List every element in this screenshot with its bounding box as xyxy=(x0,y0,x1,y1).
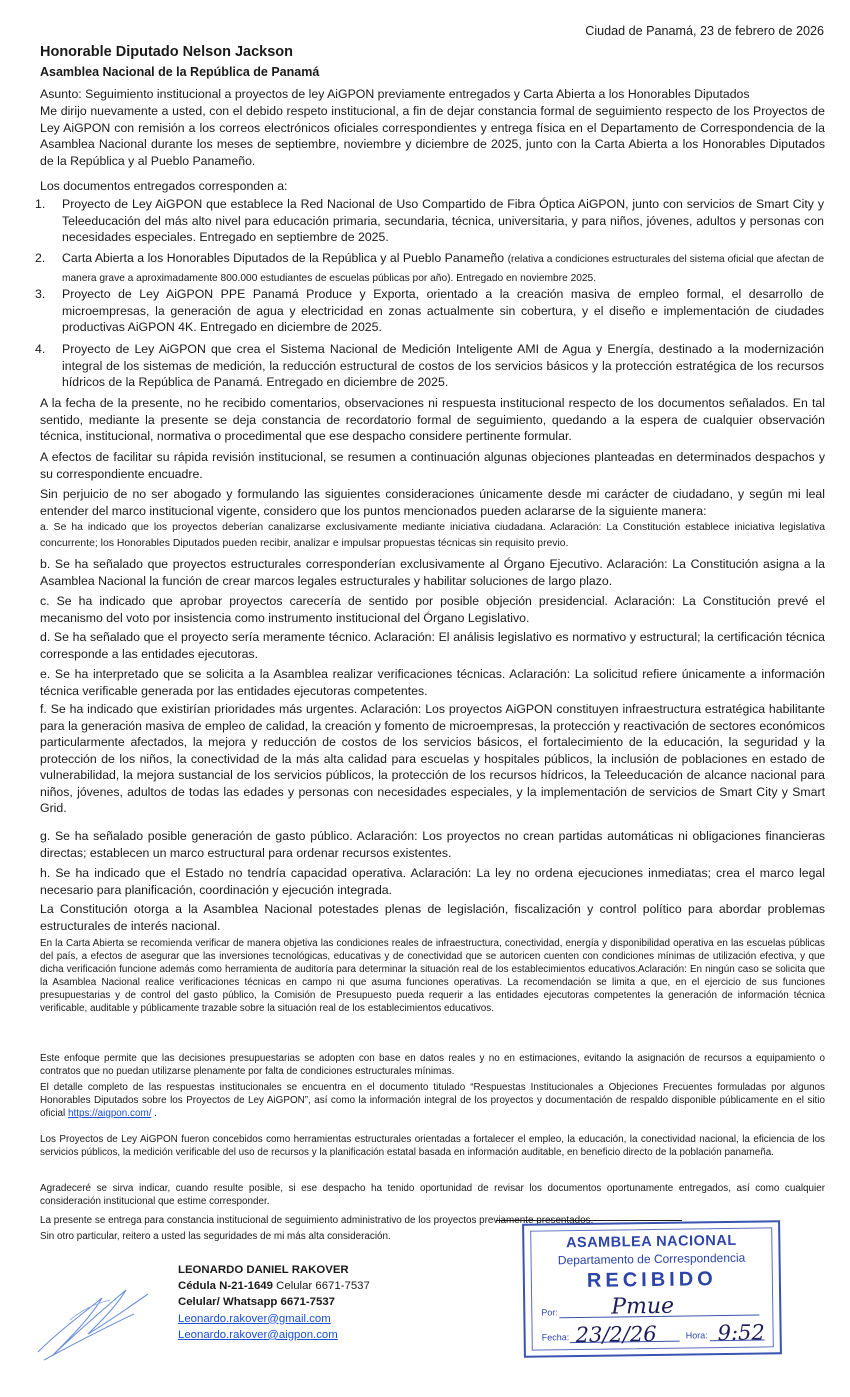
handwritten-signature xyxy=(30,1260,160,1370)
list-item-text: Proyecto de Ley AiGPON que crea el Sistema Nacional de Medición Inteligente AMI de Agua y Energía, destinado a la modernización integral de los sistemas de medición, la reducción estructural de costos de los servicios básicos y la protección estratégica de los recursos hídricos de la República de Panamá. Entregado en diciembre de 2025. xyxy=(62,342,824,389)
objection-item: c. Se ha indicado que aprobar proyectos carecería de sentido por posible objeción presidencial. Aclaración: La Constitución prevé el mecanismo del voto por insistencia como instrumento institucional del Órgano Legislativo. xyxy=(40,594,825,625)
detail-text: El detalle completo de las respuestas institucionales se encuentra en el documento titulado “Respuestas Institucionales a Objeciones Frecuentes formuladas por algunos Honorables Diputados sobre los Proyectos de Ley AiGPON”, así como la información integral de los proyectos y documentación de respaldo disponible públicamente en el sitio oficial xyxy=(40,1082,825,1119)
list-item-number: 3. xyxy=(35,287,46,301)
place-date: Ciudad de Panamá, 23 de febrero de 2026 xyxy=(585,24,824,38)
list-item-text: Proyecto de Ley AiGPON que establece la Red Nacional de Uso Compartido de Fibra Óptica AiGPON, junto con servicios de Smart City y Teleeducación del más alto nivel para educación primaria, secundaria, técnica, universitaria, y para niños, jóvenes, adultos y personas con necesidades especiales. Entregado en septiembre de 2025. xyxy=(62,197,824,244)
objection-item: g. Se ha señalado posible generación de gasto público. Aclaración: Los proyectos no crean partidas automáticas ni obligaciones financieras directas; establecen un marco estructural para ordenar recursos existentes. xyxy=(40,829,825,860)
detail-paragraph xyxy=(40,1081,825,1120)
objection-item: f. Se ha indicado que existirían prioridades más urgentes. Aclaración: Los proyectos AiGPON constituyen infraestructura estratégica habilitante para la generación masiva de empleo de calidad, la creación y fomento de microempresas, la protección y reactivación de sectores económicos particularmente afectados, la mejora y reducción de costos de los servicios básicos, el fortalecimiento de la educación, la seguridad y la protección de los niños, la conectividad de la más alta calidad para escuelas y hospitales públicos, la inclusión de poblaciones en estado de vulnerabilidad, la mejora sustancial de los servicios públicos, la protección de los recursos hídricos, la Teleeducación de alcance nacional para niños, jóvenes, adultos de todas las edades y personas con necesidades especiales, y la implementación de servicios de Smart City y Smart Grid. xyxy=(40,702,825,815)
stamp-signature-handwriting: Pmue xyxy=(611,1293,675,1320)
list-item-number: 4. xyxy=(35,342,46,356)
stamp-status: RECIBIDO xyxy=(586,1268,717,1292)
signer-email-gmail[interactable]: Leonardo.rakover@gmail.com xyxy=(178,1312,331,1325)
signer-whatsapp: Celular/ Whatsapp 6671-7537 xyxy=(178,1296,336,1309)
strikethrough-line xyxy=(496,1220,682,1221)
stamp-title: ASAMBLEA NACIONAL xyxy=(565,1232,737,1252)
purpose-paragraph: Los Proyectos de Ley AiGPON fueron concebidos como herramientas estructurales orientadas a fortalecer el empleo, la educación, la conectividad nacional, la eficiencia de los servicios públicos, la medición verificable del uso de recursos y la planificación estatal basada en información auditable, en beneficio directo de la población panameña. xyxy=(40,1134,825,1158)
objection-item: d. Se ha señalado que el proyecto sería meramente técnico. Aclaración: El análisis legislativo es normativo y estructural; la certificación técnica corresponde a las entidades ejecutoras. xyxy=(40,630,825,661)
recipient-org: Asamblea Nacional de la República de Panamá xyxy=(40,65,320,79)
stamp-fecha-label: Fecha: xyxy=(541,1332,570,1343)
open-letter-paragraph: En la Carta Abierta se recomienda verificar de manera objetiva las condiciones reales de infraestructura, conectividad, energía y disponibilidad operativa en las escuelas públicas del país, a efectos de asegurar que las inversiones tecnológicas, educativas y de conectividad que se autoricen cuenten con condiciones mínimas de utilización efectiva, y que dicha verificación funcione además como herramienta de auditoría para determinar la situación real de los establecimientos educativos.Aclaración: En ningún caso se solicita que la Asamblea Nacional realice verificaciones técnicas en campo ni que asuma funciones operativas. La recomendación se limita a que, en el ejercicio de sus funciones presupuestarias y de control del gasto público, la Comisión de Presupuesto pueda requerir a las entidades ejecutoras competentes la generación de información técnica verificable, auditable y públicamente trazable sobre la situación real de los establecimientos educativos. xyxy=(40,938,825,1014)
stamp-time-handwriting: 9:52 xyxy=(717,1320,765,1346)
list-item-number: 2. xyxy=(35,251,46,265)
list-item-number: 1. xyxy=(35,197,46,211)
stamp-por-label: Por: xyxy=(541,1307,558,1318)
signer-email-aigpon[interactable]: Leonardo.rakover@aigpon.com xyxy=(178,1328,338,1341)
stamp-date-handwriting: 23/2/26 xyxy=(575,1321,657,1348)
list-item-text: Carta Abierta a los Honorables Diputados de la República y al Pueblo Panameño xyxy=(62,251,505,265)
signer-id: Cédula N-21-1649 xyxy=(178,1280,273,1293)
constitution-paragraph: La Constitución otorga a la Asamblea Nacional potestades plenas de legislación, fiscalización y control político para abordar problemas estructurales de interés nacional. xyxy=(40,902,825,933)
closing-line: Sin otro particular, reitero a usted las seguridades de mi más alta consideración. xyxy=(40,1231,391,1242)
list-item xyxy=(35,341,824,391)
review-paragraph: A efectos de facilitar su rápida revisión institucional, se resumen a continuación algunas objeciones planteadas en determinados despachos y su correspondiente encuadre. xyxy=(40,450,825,481)
detail-end: . xyxy=(151,1108,157,1119)
signer-cell: Celular 6671-7537 xyxy=(272,1280,370,1293)
thanks-paragraph: Agradeceré se sirva indicar, cuando resulte posible, si ese despacho ha tenido oportunidad de revisar los documentos oportunamente entregados, así como cualquier consideración institucional que estime corresponder. xyxy=(40,1183,825,1207)
objection-item: e. Se ha interpretado que se solicita a la Asamblea realizar verificaciones técnicas. Aclaración: La solicitud refiere únicamente a información técnica verificable generada por las entidades ejecutoras competentes. xyxy=(40,667,825,698)
list-item-note: (relativa a condiciones estructurales del sistema oficial que afectan de manera grave a aproximadamente 800.000 estudiantes de escuelas públicas por año). Entregado en noviembre 2025. xyxy=(62,254,824,284)
list-item xyxy=(35,196,824,246)
objection-item: h. Se ha indicado que el Estado no tendría capacidad operativa. Aclaración: La ley no ordena ejecuciones inmediatas; crea el marco legal necesario para planificación, coordinación y ejecución integrada. xyxy=(40,866,825,897)
website-link[interactable]: https://aigpon.com/ xyxy=(68,1108,152,1119)
stamp-hora-label: Hora: xyxy=(685,1330,708,1341)
stamp-department: Departamento de Correspondencia xyxy=(557,1250,746,1268)
list-item-text: Proyecto de Ley AiGPON PPE Panamá Produce y Exporta, orientado a la creación masiva de empleo formal, el desarrollo de microempresas, la generación de agua y electricidad en zonas actualmente sin cobertura, y el diseño e implementación de ciudades productivas AiGPON 4K. Entregado en diciembre de 2025. xyxy=(62,287,824,334)
status-paragraph: A la fecha de la presente, no he recibido comentarios, observaciones ni respuesta institucional respecto de los documentos señalados. En tal sentido, mediante la presente se deja constancia de recordatorio formal de seguimiento, quedando a la espera de cualquier observación técnica, institucional, normativa o procedimental que ese despacho considere pertinente formular. xyxy=(40,396,825,443)
objection-item: b. Se ha señalado que proyectos estructurales corresponderían exclusivamente al Órgano Ejecutivo. Aclaración: La Constitución asigna a la Asamblea Nacional la función de crear marcos legales estructurales y habilitar soluciones de largo plazo. xyxy=(40,557,825,588)
intro-paragraph: Me dirijo nuevamente a usted, con el debido respeto institucional, a fin de dejar constancia formal de seguimiento respecto de los Proyectos de Ley AiGPON con remisión a los correos electrónicos oficiales correspondientes y entrega física en el Departamento de Correspondencia de la Asamblea Nacional durante los meses de septiembre, noviembre y diciembre de 2025, junto con la Carta Abierta a los Honorables Diputados de la República y al Pueblo Panameño. xyxy=(40,104,825,168)
disclaimer-paragraph: Sin perjuicio de no ser abogado y formulando las siguientes consideraciones únicamente desde mi carácter de ciudadano, y según mi leal entender del marco institucional vigente, considero que los puntos mencionados pueden aclararse de la siguiente manera: xyxy=(40,487,825,518)
signer-name: LEONARDO DANIEL RAKOVER xyxy=(178,1264,349,1276)
recipient-name: Honorable Diputado Nelson Jackson xyxy=(40,44,293,60)
approach-paragraph: Este enfoque permite que las decisiones presupuestarias se adopten con base en datos reales y no en estimaciones, evitando la asignación de recursos a equipamiento o contratos que no puedan utilizarse plenamente por falta de condiciones estructurales mínimas. xyxy=(40,1053,825,1077)
objection-item: a. Se ha indicado que los proyectos deberían canalizarse exclusivamente mediante iniciativa ciudadana. Aclaración: La Constitución establece iniciativa legislativa concurrente; los Honorables Diputados pueden recibir, analizar e impulsar propuestas técnicas sin requisito previo. xyxy=(40,522,825,549)
signer-id-line xyxy=(178,1278,370,1294)
delivery-paragraph: La presente se entrega para constancia institucional de seguimiento administrativo de los proyectos previamente presentados. xyxy=(40,1215,594,1226)
signature-block xyxy=(178,1262,370,1343)
received-stamp xyxy=(522,1220,782,1358)
list-item xyxy=(35,286,824,336)
docs-intro: Los documentos entregados corresponden a: xyxy=(40,179,288,193)
subject-line: Asunto: Seguimiento institucional a proyectos de ley AiGPON previamente entregados y Carta Abierta a los Honorables Diputados xyxy=(40,87,750,101)
list-item xyxy=(35,250,824,287)
